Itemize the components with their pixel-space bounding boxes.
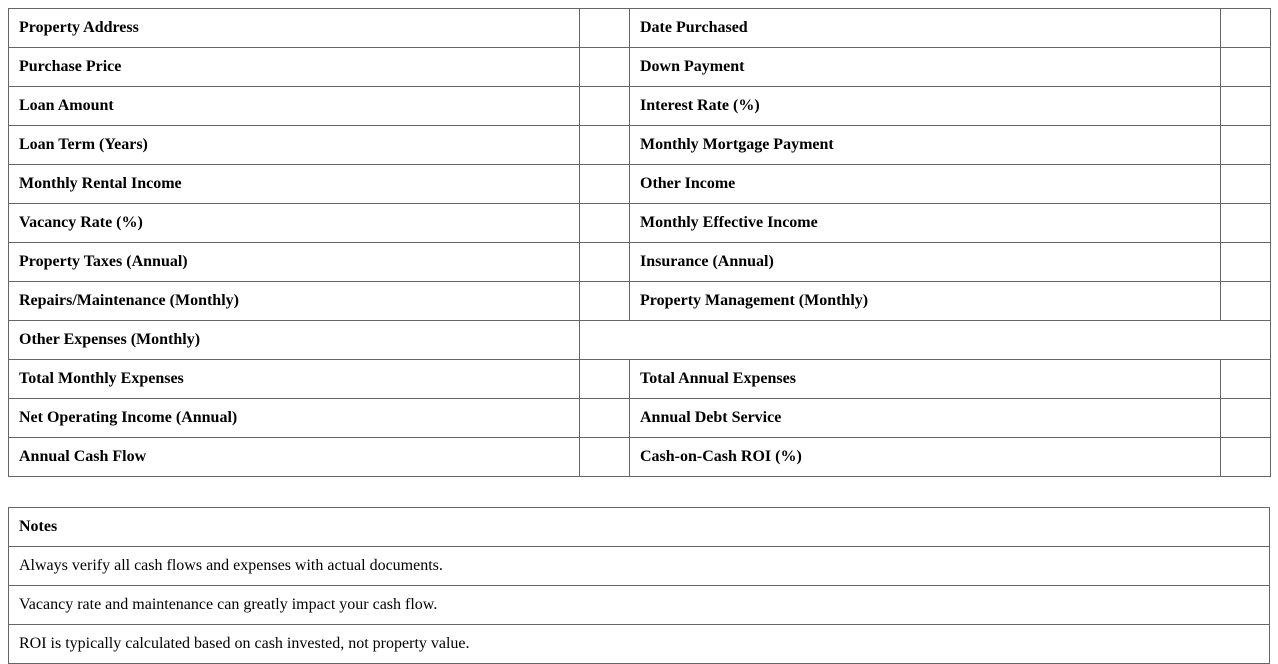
monthly-rental-income-value[interactable] — [580, 165, 630, 204]
loan-term-label: Loan Term (Years) — [9, 126, 580, 165]
loan-amount-value[interactable] — [580, 87, 630, 126]
monthly-mortgage-payment-value[interactable] — [1221, 126, 1271, 165]
table-row — [9, 360, 1271, 399]
date-purchased-label: Date Purchased — [630, 9, 1221, 48]
vacancy-rate-label: Vacancy Rate (%) — [9, 204, 580, 243]
purchase-price-value[interactable] — [580, 48, 630, 87]
total-annual-expenses-value[interactable] — [1221, 360, 1271, 399]
investment-calculator-table — [8, 8, 1271, 477]
cash-on-cash-roi-label: Cash-on-Cash ROI (%) — [630, 438, 1221, 477]
loan-amount-label: Loan Amount — [9, 87, 580, 126]
property-management-label: Property Management (Monthly) — [630, 282, 1221, 321]
table-row — [9, 243, 1271, 282]
table-row — [9, 9, 1271, 48]
other-expenses-value[interactable] — [580, 321, 1271, 360]
note-text: Vacancy rate and maintenance can greatly impact your cash flow. — [9, 586, 1270, 625]
annual-cash-flow-value[interactable] — [580, 438, 630, 477]
annual-cash-flow-label: Annual Cash Flow — [9, 438, 580, 477]
insurance-value[interactable] — [1221, 243, 1271, 282]
annual-debt-service-value[interactable] — [1221, 399, 1271, 438]
notes-header: Notes — [9, 508, 1270, 547]
property-address-value[interactable] — [580, 9, 630, 48]
total-monthly-expenses-label: Total Monthly Expenses — [9, 360, 580, 399]
list-item — [9, 586, 1270, 625]
notes-table — [8, 507, 1270, 664]
table-row — [9, 165, 1271, 204]
purchase-price-label: Purchase Price — [9, 48, 580, 87]
table-row — [9, 126, 1271, 165]
monthly-effective-income-value[interactable] — [1221, 204, 1271, 243]
repairs-maintenance-value[interactable] — [580, 282, 630, 321]
down-payment-label: Down Payment — [630, 48, 1221, 87]
table-row — [9, 321, 1271, 360]
table-row — [9, 399, 1271, 438]
date-purchased-value[interactable] — [1221, 9, 1271, 48]
property-taxes-label: Property Taxes (Annual) — [9, 243, 580, 282]
monthly-mortgage-payment-label: Monthly Mortgage Payment — [630, 126, 1221, 165]
list-item — [9, 625, 1270, 664]
table-row — [9, 282, 1271, 321]
property-management-value[interactable] — [1221, 282, 1271, 321]
other-expenses-label: Other Expenses (Monthly) — [9, 321, 580, 360]
monthly-effective-income-label: Monthly Effective Income — [630, 204, 1221, 243]
table-row — [9, 204, 1271, 243]
interest-rate-label: Interest Rate (%) — [630, 87, 1221, 126]
property-address-label: Property Address — [9, 9, 580, 48]
net-operating-income-label: Net Operating Income (Annual) — [9, 399, 580, 438]
total-monthly-expenses-value[interactable] — [580, 360, 630, 399]
monthly-rental-income-label: Monthly Rental Income — [9, 165, 580, 204]
table-row — [9, 87, 1271, 126]
down-payment-value[interactable] — [1221, 48, 1271, 87]
list-item — [9, 547, 1270, 586]
note-text: Always verify all cash flows and expenses with actual documents. — [9, 547, 1270, 586]
annual-debt-service-label: Annual Debt Service — [630, 399, 1221, 438]
net-operating-income-value[interactable] — [580, 399, 630, 438]
loan-term-value[interactable] — [580, 126, 630, 165]
table-row — [9, 438, 1271, 477]
property-taxes-value[interactable] — [580, 243, 630, 282]
repairs-maintenance-label: Repairs/Maintenance (Monthly) — [9, 282, 580, 321]
table-row — [9, 48, 1271, 87]
interest-rate-value[interactable] — [1221, 87, 1271, 126]
notes-header-row — [9, 508, 1270, 547]
vacancy-rate-value[interactable] — [580, 204, 630, 243]
cash-on-cash-roi-value[interactable] — [1221, 438, 1271, 477]
note-text: ROI is typically calculated based on cash invested, not property value. — [9, 625, 1270, 664]
other-income-label: Other Income — [630, 165, 1221, 204]
other-income-value[interactable] — [1221, 165, 1271, 204]
total-annual-expenses-label: Total Annual Expenses — [630, 360, 1221, 399]
insurance-label: Insurance (Annual) — [630, 243, 1221, 282]
